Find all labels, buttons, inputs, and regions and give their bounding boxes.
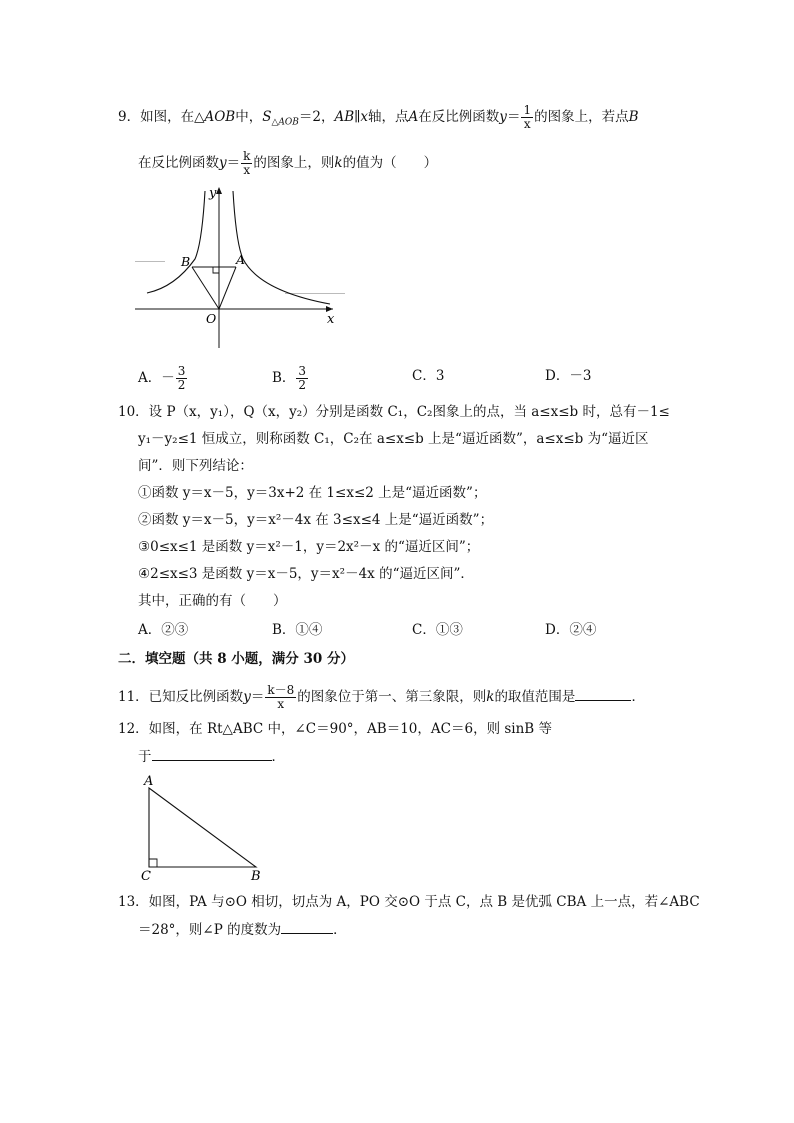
q9-axis-label-y: y bbox=[209, 186, 217, 201]
q10-statement-1: ①函数 y＝x－5，y＝3x+2 在 1≤x≤2 上是“逼近函数”； bbox=[138, 485, 487, 501]
q10-line3: 间”．则下列结论： bbox=[138, 458, 253, 474]
q12-vertex-label-b: B bbox=[251, 869, 261, 884]
q9-fraction-k-over-x: $\frac{k}{x}$ bbox=[243, 149, 251, 177]
q10-ask: 其中，正确的有（ ） bbox=[138, 593, 287, 609]
q12-line2: 于 ． bbox=[138, 746, 285, 767]
q11-fraction: $\frac{k-8}{x}$ bbox=[267, 683, 295, 711]
q12-answer-blank[interactable] bbox=[152, 746, 272, 761]
q10-statement-4: ④2≤x≤3 是函数 y＝x－5，y＝x²－4x 的“逼近区间”． bbox=[138, 566, 474, 582]
q9-option-b[interactable]: B． $\frac{3}{2}$ bbox=[272, 364, 307, 392]
q11-line: 11．已知反比例函数y＝ $\frac{k-8}{x}$ 的图象位于第一、第三象限，则k的取值范围是 ． bbox=[118, 683, 645, 711]
q12-line1: 12．如图，在 Rt△ABC 中，∠C＝90°，AB＝10，AC＝6，则 sinB 等 bbox=[118, 721, 553, 737]
q12-vertex-label-a: A bbox=[144, 774, 154, 789]
q9-fraction-1-over-x: $\frac{1}{x}$ bbox=[523, 103, 532, 131]
q9-line1: 9．如图，在△AOB中，$S_{\triangle AOB}=2$，AB∥x轴，点A在反比例函数y＝ $\frac{1}{x}$ 的图象上，若点B bbox=[118, 103, 639, 131]
q13-line2: ＝28°，则∠P 的度数为 ． bbox=[138, 919, 347, 940]
q9-point-label-b: B bbox=[181, 254, 191, 269]
q12-vertex-label-c: C bbox=[141, 869, 151, 884]
q13-line1: 13．如图，PA 与⊙O 相切，切点为 A，PO 交⊙O 于点 C，点 B 是优弧 CBA 上一点，若∠ABC bbox=[118, 894, 700, 910]
q10-option-c[interactable]: C．①③ bbox=[412, 622, 463, 638]
q12-triangle-figure bbox=[138, 772, 268, 884]
q9-option-c[interactable]: C．3 bbox=[412, 368, 445, 384]
q10-statement-3: ③0≤x≤1 是函数 y＝x²－1，y＝2x²－x 的“逼近区间”； bbox=[138, 539, 480, 555]
q9-hyperbola-graph bbox=[135, 183, 345, 348]
q10-option-a[interactable]: A．②③ bbox=[138, 622, 189, 638]
q9-option-a[interactable]: A．－ $\frac{3}{2}$ bbox=[138, 364, 186, 392]
q11-answer-blank[interactable] bbox=[575, 686, 631, 701]
q9-line2: 在反比例函数y＝ $\frac{k}{x}$ 的图象上，则k的值为（ ） bbox=[138, 149, 438, 177]
q13-answer-blank[interactable] bbox=[281, 919, 333, 934]
q10-option-b[interactable]: B．①④ bbox=[272, 622, 323, 638]
section-2-title: 二．填空题（共 8 小题，满分 30 分） bbox=[118, 651, 354, 667]
q10-line2: y₁－y₂≤1 恒成立，则称函数 C₁，C₂在 a≤x≤b 上是“逼近函数”，a≤x≤b 为“逼近区 bbox=[138, 431, 649, 447]
q10-line1: 10．设 P（x，y₁），Q（x，y₂）分别是函数 C₁，C₂图象上的点，当 a≤x≤b 时，总有－1≤ bbox=[118, 404, 670, 420]
q9-axis-label-x: x bbox=[327, 312, 335, 327]
q9-point-label-a: A bbox=[236, 252, 246, 267]
q10-option-d[interactable]: D．②④ bbox=[545, 622, 597, 638]
q10-statement-2: ②函数 y＝x－5，y＝x²－4x 在 3≤x≤4 上是“逼近函数”； bbox=[138, 512, 494, 528]
q9-origin-label: O bbox=[206, 311, 217, 326]
q9-option-d[interactable]: D．－3 bbox=[545, 368, 592, 384]
